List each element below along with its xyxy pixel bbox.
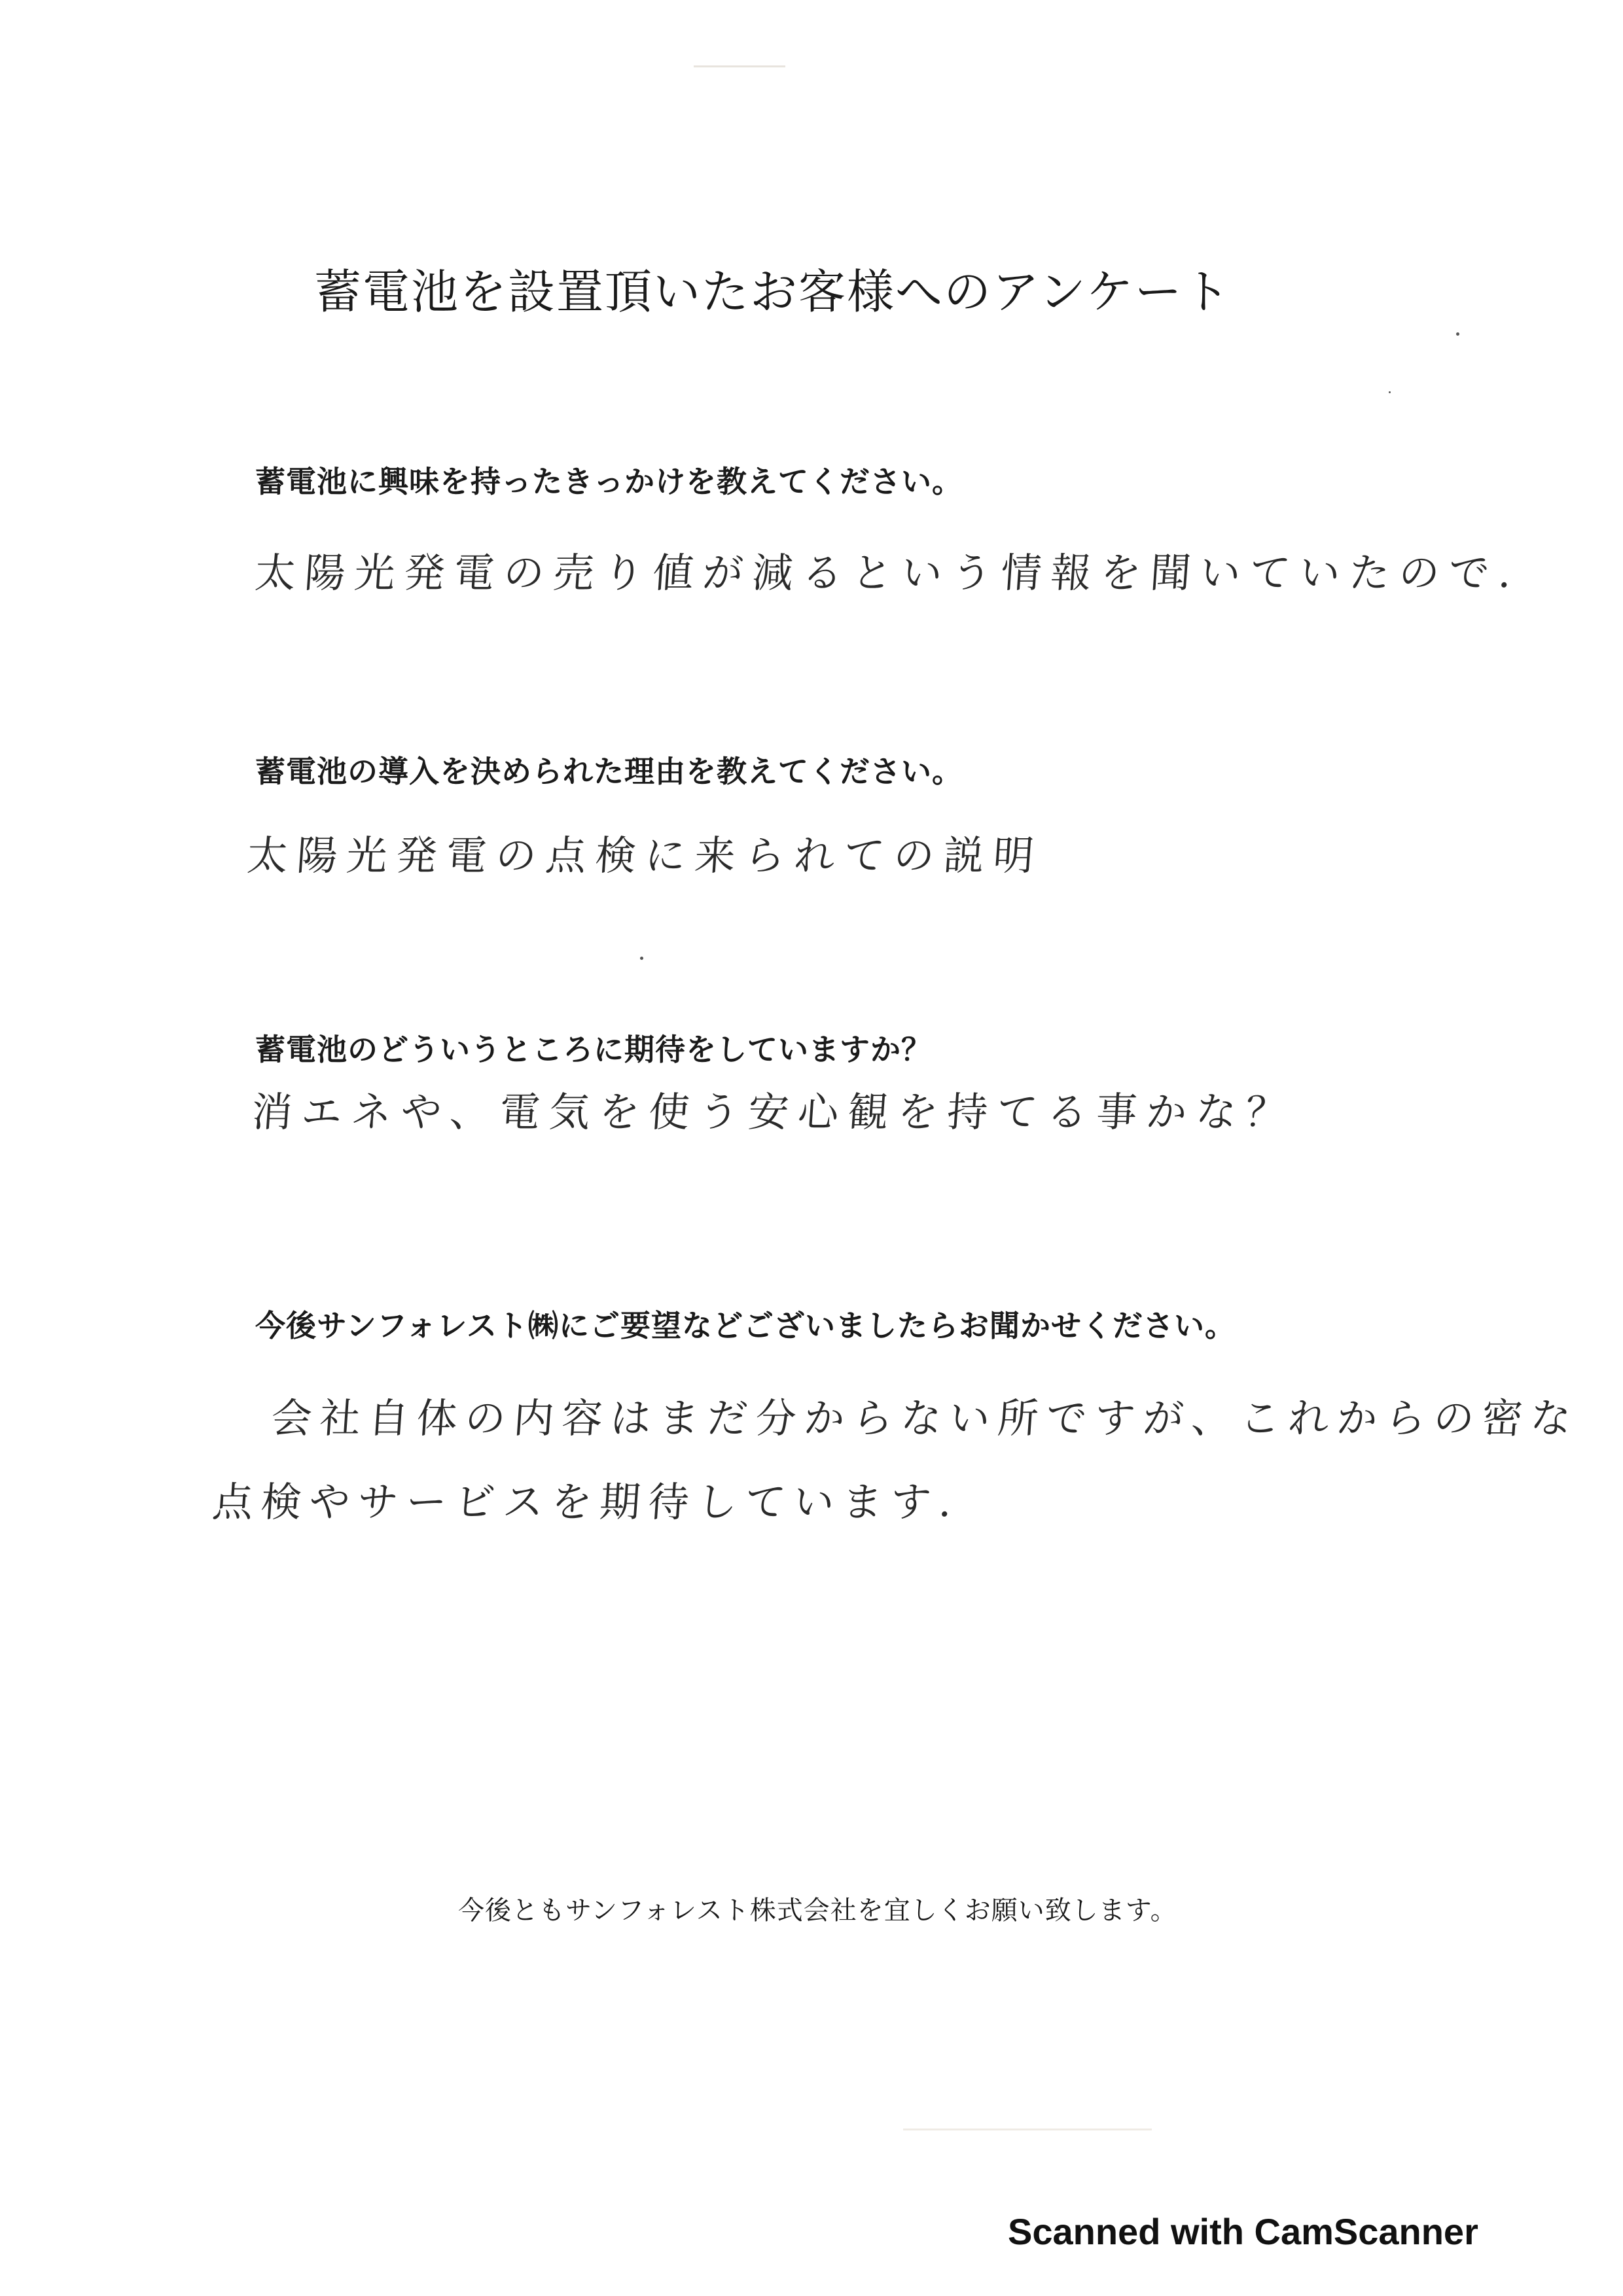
camscanner-watermark: Scanned with CamScanner bbox=[1008, 2211, 1478, 2252]
scan-speck bbox=[640, 957, 643, 960]
question-2-handwritten-answer: 太陽光発電の点検に来られての説明 bbox=[245, 832, 1045, 879]
closing-message: 今後ともサンフォレスト株式会社を宜しくお願い致します。 bbox=[458, 1896, 1177, 1926]
survey-title: 蓄電池を設置頂いたお客様へのアンケート bbox=[314, 264, 1232, 319]
question-1-label: 蓄電池に興味を持ったきっかけを教えてください。 bbox=[255, 464, 963, 499]
scan-speck bbox=[1389, 391, 1391, 393]
question-1-handwritten-answer: 太陽光発電の売り値が減るという情報を聞いていたので. bbox=[253, 549, 1522, 597]
scan-artifact bbox=[694, 65, 785, 67]
question-4-handwritten-answer-line-1: 会社自体の内容はまだ分からない所ですが、これからの密な bbox=[270, 1394, 1581, 1442]
scan-speck bbox=[1456, 332, 1459, 336]
question-3-handwritten-answer: 消エネや、電気を使う安心観を持てる事かな？ bbox=[250, 1088, 1297, 1136]
question-4-label: 今後サンフォレスト㈱にご要望などございましたらお聞かせください。 bbox=[255, 1308, 1236, 1343]
question-2-label: 蓄電池の導入を決められた理由を教えてください。 bbox=[255, 754, 963, 789]
question-3-label: 蓄電池のどういうところに期待をしていますか？ bbox=[255, 1032, 932, 1067]
question-4-handwritten-answer-line-2: 点検やサービスを期待しています. bbox=[211, 1478, 961, 1526]
scan-artifact bbox=[903, 2128, 1152, 2130]
